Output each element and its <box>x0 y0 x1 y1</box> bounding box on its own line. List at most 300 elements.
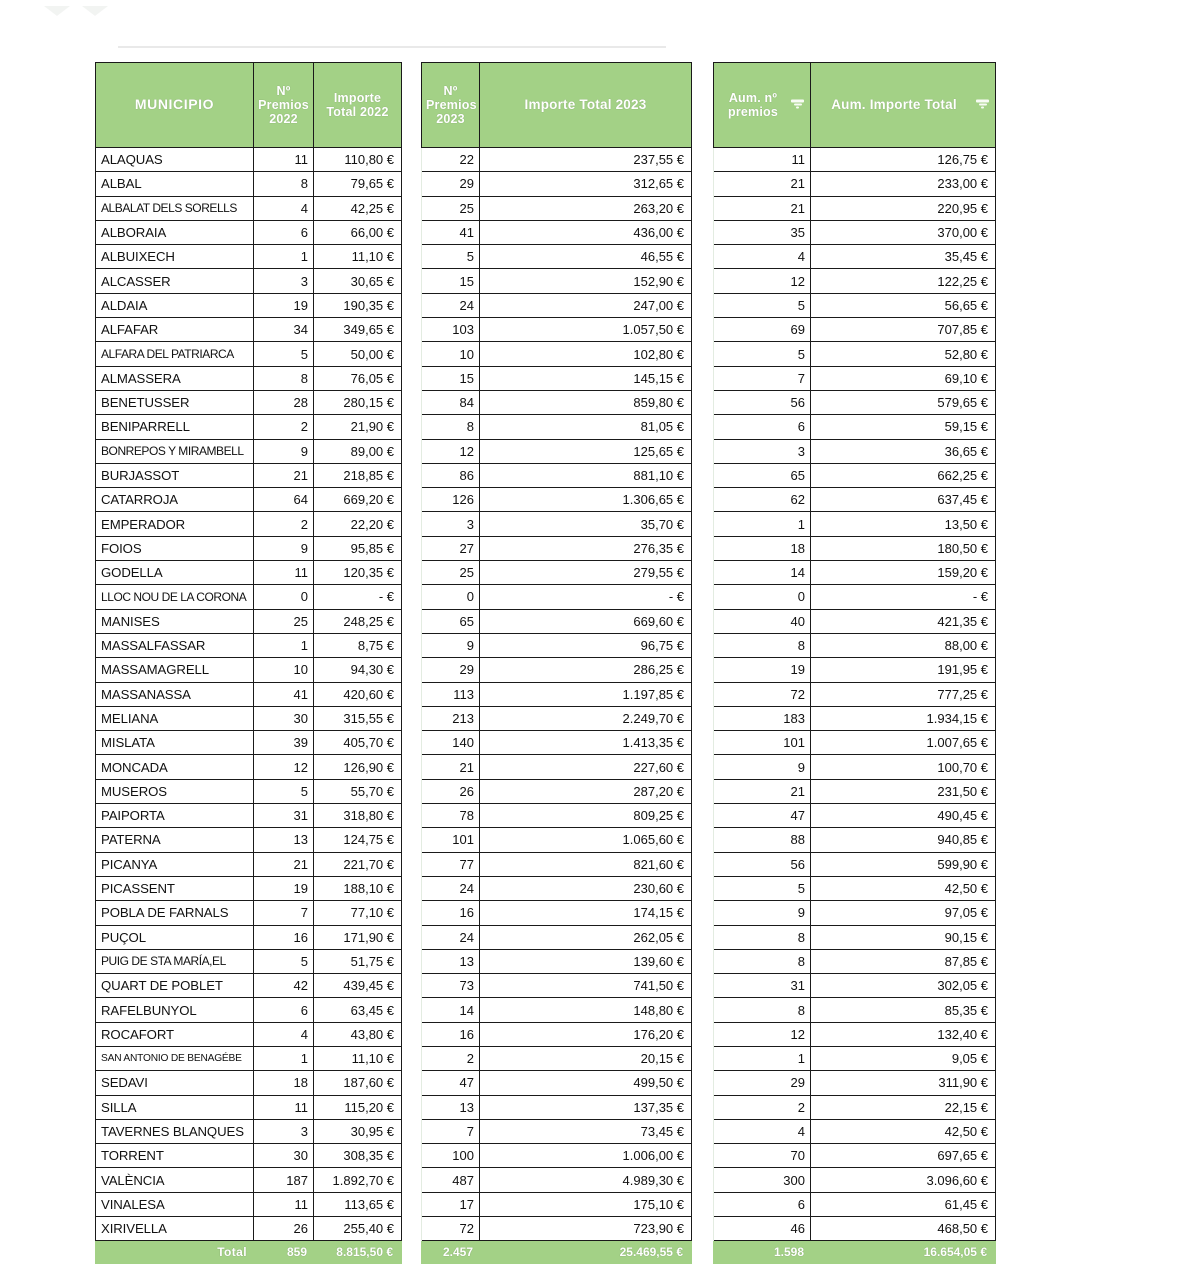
cell-importe-total-2023[interactable]: 1.197,85 € <box>480 682 692 706</box>
cell-aum-importe-total[interactable]: 13,50 € <box>811 512 996 536</box>
cell-aum-importe-total[interactable]: 421,35 € <box>811 609 996 633</box>
cell-aum-importe-total[interactable]: 90,15 € <box>811 925 996 949</box>
cell-num-premios-2022[interactable]: 16 <box>254 925 314 949</box>
cell-num-premios-2023[interactable]: 65 <box>422 609 480 633</box>
cell-importe-total-2022[interactable]: 190,35 € <box>314 293 402 317</box>
cell-num-premios-2022[interactable]: 8 <box>254 172 314 196</box>
cell-aum-importe-total[interactable]: 35,45 € <box>811 245 996 269</box>
cell-aum-importe-total[interactable]: 311,90 € <box>811 1071 996 1095</box>
cell-aum-num-premios[interactable]: 21 <box>714 779 811 803</box>
cell-aum-num-premios[interactable]: 56 <box>714 852 811 876</box>
cell-importe-total-2023[interactable]: 1.306,65 € <box>480 488 692 512</box>
cell-importe-total-2023[interactable]: 859,80 € <box>480 390 692 414</box>
cell-num-premios-2022[interactable]: 1 <box>254 633 314 657</box>
cell-importe-total-2023[interactable]: 279,55 € <box>480 561 692 585</box>
cell-num-premios-2022[interactable]: 11 <box>254 148 314 172</box>
cell-aum-num-premios[interactable]: 8 <box>714 998 811 1022</box>
cell-importe-total-2022[interactable]: 420,60 € <box>314 682 402 706</box>
cell-importe-total-2023[interactable]: 137,35 € <box>480 1095 692 1119</box>
table-row[interactable] <box>96 755 996 779</box>
cell-importe-total-2023[interactable]: 286,25 € <box>480 658 692 682</box>
cell-importe-total-2022[interactable]: 405,70 € <box>314 731 402 755</box>
cell-importe-total-2023[interactable]: 230,60 € <box>480 876 692 900</box>
cell-municipio[interactable]: ALDAIA <box>96 293 254 317</box>
cell-importe-total-2022[interactable]: 94,30 € <box>314 658 402 682</box>
cell-aum-importe-total[interactable]: - € <box>811 585 996 609</box>
cell-importe-total-2022[interactable]: 95,85 € <box>314 536 402 560</box>
cell-importe-total-2023[interactable]: 35,70 € <box>480 512 692 536</box>
cell-aum-num-premios[interactable]: 56 <box>714 390 811 414</box>
cell-num-premios-2022[interactable]: 7 <box>254 901 314 925</box>
cell-num-premios-2022[interactable]: 187 <box>254 1168 314 1192</box>
table-row[interactable] <box>96 1144 996 1168</box>
cell-aum-importe-total[interactable]: 69,10 € <box>811 366 996 390</box>
cell-num-premios-2023[interactable]: 47 <box>422 1071 480 1095</box>
table-row[interactable] <box>96 974 996 998</box>
table-row[interactable] <box>96 148 996 172</box>
cell-num-premios-2023[interactable]: 113 <box>422 682 480 706</box>
cell-num-premios-2022[interactable]: 5 <box>254 779 314 803</box>
cell-aum-num-premios[interactable]: 19 <box>714 658 811 682</box>
cell-importe-total-2022[interactable]: 30,95 € <box>314 1119 402 1143</box>
cell-municipio[interactable]: ALBAL <box>96 172 254 196</box>
cell-aum-num-premios[interactable]: 0 <box>714 585 811 609</box>
table-row[interactable] <box>96 1022 996 1046</box>
filter-funnel-icon[interactable] <box>791 100 804 111</box>
table-row[interactable] <box>96 852 996 876</box>
cell-municipio[interactable]: FOIOS <box>96 536 254 560</box>
cell-aum-num-premios[interactable]: 1 <box>714 512 811 536</box>
cell-importe-total-2022[interactable]: 21,90 € <box>314 415 402 439</box>
table-row[interactable] <box>96 1046 996 1070</box>
cell-importe-total-2023[interactable]: 102,80 € <box>480 342 692 366</box>
cell-importe-total-2023[interactable]: 139,60 € <box>480 949 692 973</box>
cell-aum-importe-total[interactable]: 599,90 € <box>811 852 996 876</box>
cell-aum-importe-total[interactable]: 697,65 € <box>811 1144 996 1168</box>
cell-municipio[interactable]: BENETUSSER <box>96 390 254 414</box>
table-row[interactable] <box>96 658 996 682</box>
table-row[interactable] <box>96 998 996 1022</box>
cell-municipio[interactable]: GODELLA <box>96 561 254 585</box>
cell-municipio[interactable]: BURJASSOT <box>96 463 254 487</box>
table-row[interactable] <box>96 196 996 220</box>
cell-aum-num-premios[interactable]: 69 <box>714 318 811 342</box>
table-row[interactable] <box>96 876 996 900</box>
cell-aum-num-premios[interactable]: 14 <box>714 561 811 585</box>
cell-aum-num-premios[interactable]: 21 <box>714 196 811 220</box>
cell-municipio[interactable]: RAFELBUNYOL <box>96 998 254 1022</box>
cell-num-premios-2023[interactable]: 8 <box>422 415 480 439</box>
cell-importe-total-2023[interactable]: 125,65 € <box>480 439 692 463</box>
cell-num-premios-2022[interactable]: 41 <box>254 682 314 706</box>
table-row[interactable] <box>96 706 996 730</box>
column-header-importe-total-2022[interactable]: Importe Total 2022 <box>314 63 402 148</box>
cell-municipio[interactable]: PICANYA <box>96 852 254 876</box>
cell-num-premios-2022[interactable]: 21 <box>254 852 314 876</box>
cell-municipio[interactable]: MANISES <box>96 609 254 633</box>
cell-importe-total-2023[interactable]: 174,15 € <box>480 901 692 925</box>
cell-importe-total-2023[interactable]: 262,05 € <box>480 925 692 949</box>
cell-num-premios-2023[interactable]: 78 <box>422 804 480 828</box>
cell-aum-importe-total[interactable]: 9,05 € <box>811 1046 996 1070</box>
cell-importe-total-2022[interactable]: 221,70 € <box>314 852 402 876</box>
cell-aum-importe-total[interactable]: 1.934,15 € <box>811 706 996 730</box>
cell-aum-num-premios[interactable]: 88 <box>714 828 811 852</box>
cell-importe-total-2023[interactable]: 237,55 € <box>480 148 692 172</box>
cell-aum-num-premios[interactable]: 40 <box>714 609 811 633</box>
cell-municipio[interactable]: BONREPOS Y MIRAMBELL <box>96 439 254 463</box>
cell-importe-total-2023[interactable]: - € <box>480 585 692 609</box>
cell-importe-total-2022[interactable]: 63,45 € <box>314 998 402 1022</box>
table-row[interactable] <box>96 488 996 512</box>
cell-importe-total-2022[interactable]: - € <box>314 585 402 609</box>
cell-importe-total-2022[interactable]: 218,85 € <box>314 463 402 487</box>
cell-num-premios-2022[interactable]: 11 <box>254 561 314 585</box>
cell-aum-importe-total[interactable]: 100,70 € <box>811 755 996 779</box>
cell-municipio[interactable]: ALFARA DEL PATRIARCA <box>96 342 254 366</box>
cell-importe-total-2023[interactable]: 809,25 € <box>480 804 692 828</box>
table-row[interactable] <box>96 1071 996 1095</box>
cell-num-premios-2022[interactable]: 11 <box>254 1095 314 1119</box>
cell-importe-total-2022[interactable]: 76,05 € <box>314 366 402 390</box>
cell-num-premios-2022[interactable]: 3 <box>254 269 314 293</box>
cell-importe-total-2022[interactable]: 126,90 € <box>314 755 402 779</box>
cell-importe-total-2023[interactable]: 175,10 € <box>480 1192 692 1216</box>
cell-aum-num-premios[interactable]: 5 <box>714 342 811 366</box>
column-header-importe-total-2023[interactable]: Importe Total 2023 <box>480 63 692 148</box>
cell-importe-total-2022[interactable]: 669,20 € <box>314 488 402 512</box>
cell-aum-importe-total[interactable]: 88,00 € <box>811 633 996 657</box>
cell-importe-total-2022[interactable]: 124,75 € <box>314 828 402 852</box>
cell-num-premios-2022[interactable]: 31 <box>254 804 314 828</box>
cell-aum-importe-total[interactable]: 61,45 € <box>811 1192 996 1216</box>
cell-aum-importe-total[interactable]: 579,65 € <box>811 390 996 414</box>
cell-aum-num-premios[interactable]: 3 <box>714 439 811 463</box>
cell-num-premios-2023[interactable]: 103 <box>422 318 480 342</box>
cell-aum-importe-total[interactable]: 940,85 € <box>811 828 996 852</box>
cell-num-premios-2022[interactable]: 11 <box>254 1192 314 1216</box>
cell-municipio[interactable]: ALAQUAS <box>96 148 254 172</box>
cell-aum-num-premios[interactable]: 7 <box>714 366 811 390</box>
cell-num-premios-2023[interactable]: 14 <box>422 998 480 1022</box>
cell-importe-total-2023[interactable]: 499,50 € <box>480 1071 692 1095</box>
cell-num-premios-2022[interactable]: 2 <box>254 512 314 536</box>
cell-num-premios-2022[interactable]: 39 <box>254 731 314 755</box>
cell-num-premios-2023[interactable]: 12 <box>422 439 480 463</box>
cell-num-premios-2022[interactable]: 34 <box>254 318 314 342</box>
cell-aum-importe-total[interactable]: 180,50 € <box>811 536 996 560</box>
cell-municipio[interactable]: MASSALFASSAR <box>96 633 254 657</box>
cell-importe-total-2022[interactable]: 280,15 € <box>314 390 402 414</box>
cell-num-premios-2022[interactable]: 13 <box>254 828 314 852</box>
cell-aum-importe-total[interactable]: 97,05 € <box>811 901 996 925</box>
cell-municipio[interactable]: BENIPARRELL <box>96 415 254 439</box>
cell-municipio[interactable]: XIRIVELLA <box>96 1217 254 1241</box>
cell-num-premios-2023[interactable]: 13 <box>422 1095 480 1119</box>
cell-importe-total-2022[interactable]: 8,75 € <box>314 633 402 657</box>
cell-num-premios-2023[interactable]: 17 <box>422 1192 480 1216</box>
cell-aum-importe-total[interactable]: 132,40 € <box>811 1022 996 1046</box>
filter-funnel-icon[interactable] <box>976 100 989 111</box>
cell-importe-total-2023[interactable]: 96,75 € <box>480 633 692 657</box>
table-row[interactable] <box>96 779 996 803</box>
cell-importe-total-2023[interactable]: 312,65 € <box>480 172 692 196</box>
cell-aum-num-premios[interactable]: 6 <box>714 415 811 439</box>
column-header-num-premios-2022[interactable]: Nº Premios 2022 <box>254 63 314 148</box>
table-row[interactable] <box>96 1095 996 1119</box>
cell-num-premios-2022[interactable]: 8 <box>254 366 314 390</box>
cell-importe-total-2022[interactable]: 110,80 € <box>314 148 402 172</box>
cell-aum-num-premios[interactable]: 35 <box>714 220 811 244</box>
table-row[interactable] <box>96 439 996 463</box>
cell-importe-total-2022[interactable]: 255,40 € <box>314 1217 402 1241</box>
cell-num-premios-2022[interactable]: 30 <box>254 1144 314 1168</box>
cell-num-premios-2022[interactable]: 6 <box>254 220 314 244</box>
cell-num-premios-2022[interactable]: 9 <box>254 536 314 560</box>
cell-importe-total-2022[interactable]: 42,25 € <box>314 196 402 220</box>
cell-municipio[interactable]: PUIG DE STA MARÍA,EL <box>96 949 254 973</box>
cell-num-premios-2023[interactable]: 27 <box>422 536 480 560</box>
cell-municipio[interactable]: POBLA DE FARNALS <box>96 901 254 925</box>
cell-aum-num-premios[interactable]: 18 <box>714 536 811 560</box>
cell-municipio[interactable]: MELIANA <box>96 706 254 730</box>
cell-num-premios-2023[interactable]: 100 <box>422 1144 480 1168</box>
table-row[interactable] <box>96 949 996 973</box>
cell-importe-total-2023[interactable]: 148,80 € <box>480 998 692 1022</box>
cell-aum-num-premios[interactable]: 12 <box>714 1022 811 1046</box>
cell-municipio[interactable]: VALÈNCIA <box>96 1168 254 1192</box>
cell-importe-total-2023[interactable]: 46,55 € <box>480 245 692 269</box>
cell-aum-num-premios[interactable]: 8 <box>714 633 811 657</box>
table-row[interactable] <box>96 804 996 828</box>
cell-importe-total-2023[interactable]: 73,45 € <box>480 1119 692 1143</box>
cell-num-premios-2022[interactable]: 28 <box>254 390 314 414</box>
cell-aum-num-premios[interactable]: 31 <box>714 974 811 998</box>
cell-importe-total-2022[interactable]: 79,65 € <box>314 172 402 196</box>
cell-importe-total-2023[interactable]: 227,60 € <box>480 755 692 779</box>
cell-num-premios-2022[interactable]: 9 <box>254 439 314 463</box>
cell-aum-importe-total[interactable]: 1.007,65 € <box>811 731 996 755</box>
cell-municipio[interactable]: MASSANASSA <box>96 682 254 706</box>
table-row[interactable] <box>96 925 996 949</box>
cell-importe-total-2023[interactable]: 276,35 € <box>480 536 692 560</box>
cell-importe-total-2022[interactable]: 43,80 € <box>314 1022 402 1046</box>
cell-aum-importe-total[interactable]: 122,25 € <box>811 269 996 293</box>
cell-importe-total-2023[interactable]: 20,15 € <box>480 1046 692 1070</box>
cell-importe-total-2023[interactable]: 81,05 € <box>480 415 692 439</box>
cell-importe-total-2023[interactable]: 723,90 € <box>480 1217 692 1241</box>
cell-importe-total-2022[interactable]: 1.892,70 € <box>314 1168 402 1192</box>
cell-municipio[interactable]: MUSEROS <box>96 779 254 803</box>
cell-importe-total-2023[interactable]: 1.057,50 € <box>480 318 692 342</box>
cell-num-premios-2022[interactable]: 1 <box>254 245 314 269</box>
cell-num-premios-2023[interactable]: 16 <box>422 901 480 925</box>
cell-importe-total-2023[interactable]: 2.249,70 € <box>480 706 692 730</box>
cell-aum-num-premios[interactable]: 47 <box>714 804 811 828</box>
cell-num-premios-2023[interactable]: 26 <box>422 779 480 803</box>
cell-importe-total-2022[interactable]: 187,60 € <box>314 1071 402 1095</box>
cell-num-premios-2023[interactable]: 25 <box>422 196 480 220</box>
cell-num-premios-2023[interactable]: 22 <box>422 148 480 172</box>
cell-aum-num-premios[interactable]: 300 <box>714 1168 811 1192</box>
cell-aum-num-premios[interactable]: 8 <box>714 949 811 973</box>
cell-aum-num-premios[interactable]: 72 <box>714 682 811 706</box>
cell-municipio[interactable]: ALMASSERA <box>96 366 254 390</box>
cell-num-premios-2022[interactable]: 10 <box>254 658 314 682</box>
cell-num-premios-2023[interactable]: 72 <box>422 1217 480 1241</box>
cell-num-premios-2022[interactable]: 6 <box>254 998 314 1022</box>
cell-num-premios-2023[interactable]: 29 <box>422 658 480 682</box>
cell-aum-num-premios[interactable]: 65 <box>714 463 811 487</box>
cell-num-premios-2022[interactable]: 18 <box>254 1071 314 1095</box>
cell-num-premios-2022[interactable]: 1 <box>254 1046 314 1070</box>
cell-aum-importe-total[interactable]: 22,15 € <box>811 1095 996 1119</box>
table-row[interactable] <box>96 828 996 852</box>
cell-municipio[interactable]: SAN ANTONIO DE BENAGÉBE <box>96 1046 254 1070</box>
cell-aum-importe-total[interactable]: 662,25 € <box>811 463 996 487</box>
cell-aum-importe-total[interactable]: 56,65 € <box>811 293 996 317</box>
cell-num-premios-2023[interactable]: 140 <box>422 731 480 755</box>
cell-municipio[interactable]: CATARROJA <box>96 488 254 512</box>
cell-num-premios-2023[interactable]: 13 <box>422 949 480 973</box>
cell-importe-total-2022[interactable]: 30,65 € <box>314 269 402 293</box>
cell-num-premios-2022[interactable]: 30 <box>254 706 314 730</box>
cell-aum-importe-total[interactable]: 85,35 € <box>811 998 996 1022</box>
table-row[interactable] <box>96 901 996 925</box>
cell-aum-num-premios[interactable]: 1 <box>714 1046 811 1070</box>
cell-importe-total-2022[interactable]: 89,00 € <box>314 439 402 463</box>
cell-aum-importe-total[interactable]: 302,05 € <box>811 974 996 998</box>
cell-aum-num-premios[interactable]: 12 <box>714 269 811 293</box>
cell-importe-total-2022[interactable]: 113,65 € <box>314 1192 402 1216</box>
cell-importe-total-2023[interactable]: 152,90 € <box>480 269 692 293</box>
cell-num-premios-2023[interactable]: 29 <box>422 172 480 196</box>
cell-num-premios-2023[interactable]: 73 <box>422 974 480 998</box>
cell-importe-total-2023[interactable]: 881,10 € <box>480 463 692 487</box>
cell-importe-total-2022[interactable]: 50,00 € <box>314 342 402 366</box>
cell-aum-importe-total[interactable]: 42,50 € <box>811 876 996 900</box>
cell-importe-total-2022[interactable]: 349,65 € <box>314 318 402 342</box>
cell-num-premios-2023[interactable]: 7 <box>422 1119 480 1143</box>
table-row[interactable] <box>96 561 996 585</box>
column-header-municipio[interactable]: MUNICIPIO <box>96 63 254 148</box>
cell-importe-total-2022[interactable]: 22,20 € <box>314 512 402 536</box>
cell-municipio[interactable]: MONCADA <box>96 755 254 779</box>
cell-aum-num-premios[interactable]: 29 <box>714 1071 811 1095</box>
cell-aum-importe-total[interactable]: 220,95 € <box>811 196 996 220</box>
cell-aum-importe-total[interactable]: 637,45 € <box>811 488 996 512</box>
table-row[interactable] <box>96 366 996 390</box>
cell-aum-num-premios[interactable]: 2 <box>714 1095 811 1119</box>
cell-num-premios-2023[interactable]: 86 <box>422 463 480 487</box>
cell-aum-importe-total[interactable]: 126,75 € <box>811 148 996 172</box>
cell-num-premios-2022[interactable]: 5 <box>254 949 314 973</box>
cell-importe-total-2023[interactable]: 1.065,60 € <box>480 828 692 852</box>
cell-num-premios-2023[interactable]: 10 <box>422 342 480 366</box>
cell-importe-total-2022[interactable]: 66,00 € <box>314 220 402 244</box>
cell-num-premios-2022[interactable]: 21 <box>254 463 314 487</box>
table-row[interactable] <box>96 318 996 342</box>
cell-importe-total-2022[interactable]: 11,10 € <box>314 245 402 269</box>
table-row[interactable] <box>96 269 996 293</box>
cell-municipio[interactable]: VINALESA <box>96 1192 254 1216</box>
cell-importe-total-2022[interactable]: 120,35 € <box>314 561 402 585</box>
cell-aum-num-premios[interactable]: 4 <box>714 245 811 269</box>
cell-aum-importe-total[interactable]: 159,20 € <box>811 561 996 585</box>
cell-num-premios-2023[interactable]: 84 <box>422 390 480 414</box>
cell-importe-total-2022[interactable]: 171,90 € <box>314 925 402 949</box>
cell-municipio[interactable]: ALBALAT DELS SORELLS <box>96 196 254 220</box>
cell-num-premios-2022[interactable]: 12 <box>254 755 314 779</box>
cell-aum-num-premios[interactable]: 70 <box>714 1144 811 1168</box>
table-row[interactable] <box>96 245 996 269</box>
cell-municipio[interactable]: ROCAFORT <box>96 1022 254 1046</box>
cell-num-premios-2023[interactable]: 3 <box>422 512 480 536</box>
cell-num-premios-2023[interactable]: 15 <box>422 269 480 293</box>
cell-aum-num-premios[interactable]: 4 <box>714 1119 811 1143</box>
cell-aum-importe-total[interactable]: 3.096,60 € <box>811 1168 996 1192</box>
cell-num-premios-2023[interactable]: 0 <box>422 585 480 609</box>
cell-municipio[interactable]: PICASSENT <box>96 876 254 900</box>
cell-num-premios-2023[interactable]: 24 <box>422 293 480 317</box>
table-row[interactable] <box>96 1119 996 1143</box>
cell-aum-importe-total[interactable]: 370,00 € <box>811 220 996 244</box>
cell-importe-total-2022[interactable]: 315,55 € <box>314 706 402 730</box>
table-row[interactable] <box>96 536 996 560</box>
table-row[interactable] <box>96 731 996 755</box>
column-header-aum-importe-total[interactable] <box>811 63 996 148</box>
cell-aum-importe-total[interactable]: 233,00 € <box>811 172 996 196</box>
column-header-num-premios-2023[interactable]: Nº Premios 2023 <box>422 63 480 148</box>
table-row[interactable] <box>96 1217 996 1241</box>
cell-num-premios-2023[interactable]: 15 <box>422 366 480 390</box>
cell-aum-num-premios[interactable]: 9 <box>714 755 811 779</box>
cell-importe-total-2022[interactable]: 439,45 € <box>314 974 402 998</box>
cell-aum-importe-total[interactable]: 707,85 € <box>811 318 996 342</box>
cell-importe-total-2022[interactable]: 77,10 € <box>314 901 402 925</box>
cell-aum-importe-total[interactable]: 36,65 € <box>811 439 996 463</box>
cell-importe-total-2022[interactable]: 55,70 € <box>314 779 402 803</box>
table-row[interactable] <box>96 172 996 196</box>
cell-aum-importe-total[interactable]: 468,50 € <box>811 1217 996 1241</box>
cell-num-premios-2023[interactable]: 25 <box>422 561 480 585</box>
cell-num-premios-2023[interactable]: 41 <box>422 220 480 244</box>
cell-municipio[interactable]: MISLATA <box>96 731 254 755</box>
cell-municipio[interactable]: EMPERADOR <box>96 512 254 536</box>
cell-num-premios-2023[interactable]: 5 <box>422 245 480 269</box>
cell-importe-total-2023[interactable]: 821,60 € <box>480 852 692 876</box>
cell-municipio[interactable]: TORRENT <box>96 1144 254 1168</box>
cell-importe-total-2023[interactable]: 145,15 € <box>480 366 692 390</box>
cell-aum-importe-total[interactable]: 52,80 € <box>811 342 996 366</box>
cell-municipio[interactable]: PAIPORTA <box>96 804 254 828</box>
cell-aum-num-premios[interactable]: 5 <box>714 876 811 900</box>
cell-aum-importe-total[interactable]: 777,25 € <box>811 682 996 706</box>
cell-importe-total-2023[interactable]: 436,00 € <box>480 220 692 244</box>
cell-num-premios-2022[interactable]: 3 <box>254 1119 314 1143</box>
cell-importe-total-2022[interactable]: 248,25 € <box>314 609 402 633</box>
cell-importe-total-2023[interactable]: 669,60 € <box>480 609 692 633</box>
cell-municipio[interactable]: ALBORAIA <box>96 220 254 244</box>
cell-municipio[interactable]: PUÇOL <box>96 925 254 949</box>
cell-importe-total-2023[interactable]: 4.989,30 € <box>480 1168 692 1192</box>
cell-importe-total-2023[interactable]: 1.413,35 € <box>480 731 692 755</box>
cell-num-premios-2023[interactable]: 24 <box>422 876 480 900</box>
cell-municipio[interactable]: LLOC NOU DE LA CORONA <box>96 585 254 609</box>
cell-num-premios-2022[interactable]: 42 <box>254 974 314 998</box>
cell-aum-importe-total[interactable]: 191,95 € <box>811 658 996 682</box>
table-row[interactable] <box>96 1168 996 1192</box>
